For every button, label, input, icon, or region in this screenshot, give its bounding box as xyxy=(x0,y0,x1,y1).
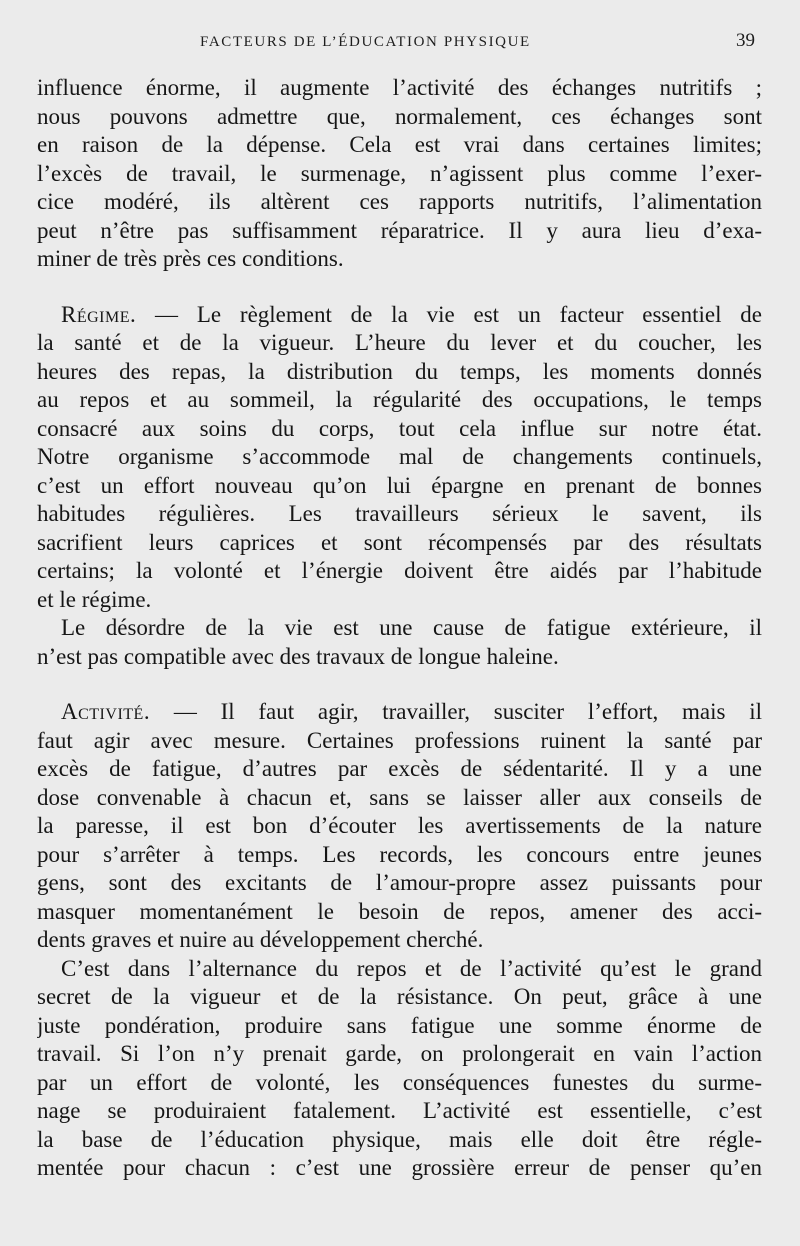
page-header xyxy=(200,30,755,60)
text-line: en raison de la dépense. Cela est vrai dans certaines limites; xyxy=(37,132,762,157)
text-line: dents graves et nuire au développement cherché. xyxy=(37,927,484,952)
section-gap xyxy=(37,671,762,698)
text-line: gens, sont des excitants de l’amour-propre assez puissants pour xyxy=(37,870,762,895)
text-line: la paresse, il est bon d’écouter les avertissements de la nature xyxy=(37,813,762,838)
text-line: masquer momentanément le besoin de repos, amener des acci- xyxy=(37,898,762,924)
paragraph xyxy=(37,614,762,671)
text-line: faut agir avec mesure. Certaines professions ruinent la santé par xyxy=(37,727,762,753)
text-line: pour s’arrêter à temps. Les records, les concours entre jeunes xyxy=(37,841,762,867)
text-line: l’excès de travail, le surmenage, n’agissent plus comme l’exer- xyxy=(37,160,762,186)
section-activite xyxy=(37,698,762,955)
text-line: mentée pour chacun : c’est une grossière erreur de penser qu’en xyxy=(37,1155,762,1180)
text-line: cice modéré, ils altèrent ces rapports nutritifs, l’alimentation xyxy=(37,189,762,214)
text-line: la santé et de la vigueur. L’heure du lever et du coucher, les xyxy=(37,330,762,355)
text-line: heures des repas, la distribution du temps, les moments donnés xyxy=(37,358,762,384)
text-span: — Il faut agir, travailler, susciter l’effort, mais il xyxy=(150,699,762,724)
text-line: certains; la volonté et l’énergie doivent être aidés par l’habitude xyxy=(37,558,762,583)
text-line: sacrifient leurs caprices et sont récompensés par des résultats xyxy=(37,529,762,555)
text-line: C’est dans l’alternance du repos et de l’activité qu’est le grand xyxy=(61,955,762,981)
text-line: influence énorme, il augmente l’activité des échanges nutritifs ; xyxy=(37,75,762,100)
text-line xyxy=(37,301,762,330)
running-title: FACTEURS DE L’ÉDUCATION PHYSIQUE xyxy=(200,34,531,50)
text-line: dose convenable à chacun et, sans se laisser aller aux conseils de xyxy=(37,784,762,810)
paragraph xyxy=(37,74,762,274)
text-span: — Le règlement de la vie est un facteur essentiel de xyxy=(136,301,762,327)
text-line: habitudes régulières. Les travailleurs sérieux le savent, ils xyxy=(37,501,762,526)
text-line: et le régime. xyxy=(37,586,152,612)
text-line: excès de fatigue, d’autres par excès de sédentarité. Il y a une xyxy=(37,756,762,781)
section-gap xyxy=(37,274,762,301)
section-heading: Régime. xyxy=(61,301,137,327)
text-line: nous pouvons admettre que, normalement, ces échanges sont xyxy=(37,103,762,129)
section-heading: Activité. xyxy=(61,699,151,724)
text-line: la base de l’éducation physique, mais elle doit être régle- xyxy=(37,1126,762,1152)
text-line: Notre organisme s’accommode mal de changements continuels, xyxy=(37,444,762,469)
section-regime xyxy=(37,301,762,615)
text-line: travail. Si l’on n’y prenait garde, on prolongerait en vain l’action xyxy=(37,1041,762,1066)
text-line: peut n’être pas suffisamment réparatrice. Il y aura lieu d’exa- xyxy=(37,217,762,243)
text-line: consacré aux soins du corps, tout cela influe sur notre état. xyxy=(37,415,762,441)
text-line: juste pondération, produire sans fatigue une somme énorme de xyxy=(37,1012,762,1038)
text-line: au repos et au sommeil, la régularité des occupations, le temps xyxy=(37,387,762,412)
paragraph xyxy=(37,955,762,1183)
text-line: par un effort de volonté, les conséquences funestes du surme- xyxy=(37,1069,762,1095)
text-line: n’est pas compatible avec des travaux de longue haleine. xyxy=(37,643,559,669)
page-number: 39 xyxy=(736,30,755,51)
text-line: c’est un effort nouveau qu’on lui épargne en prenant de bonnes xyxy=(37,472,762,498)
text-line: Le désordre de la vie est une cause de fatigue extérieure, il xyxy=(61,615,762,640)
text-line xyxy=(37,698,762,727)
body-text xyxy=(37,74,762,1183)
text-line: miner de très près ces conditions. xyxy=(37,246,344,271)
text-line: secret de la vigueur et de la résistance. On peut, grâce à une xyxy=(37,984,762,1009)
text-line: nage se produiraient fatalement. L’activité est essentielle, c’est xyxy=(37,1098,762,1123)
